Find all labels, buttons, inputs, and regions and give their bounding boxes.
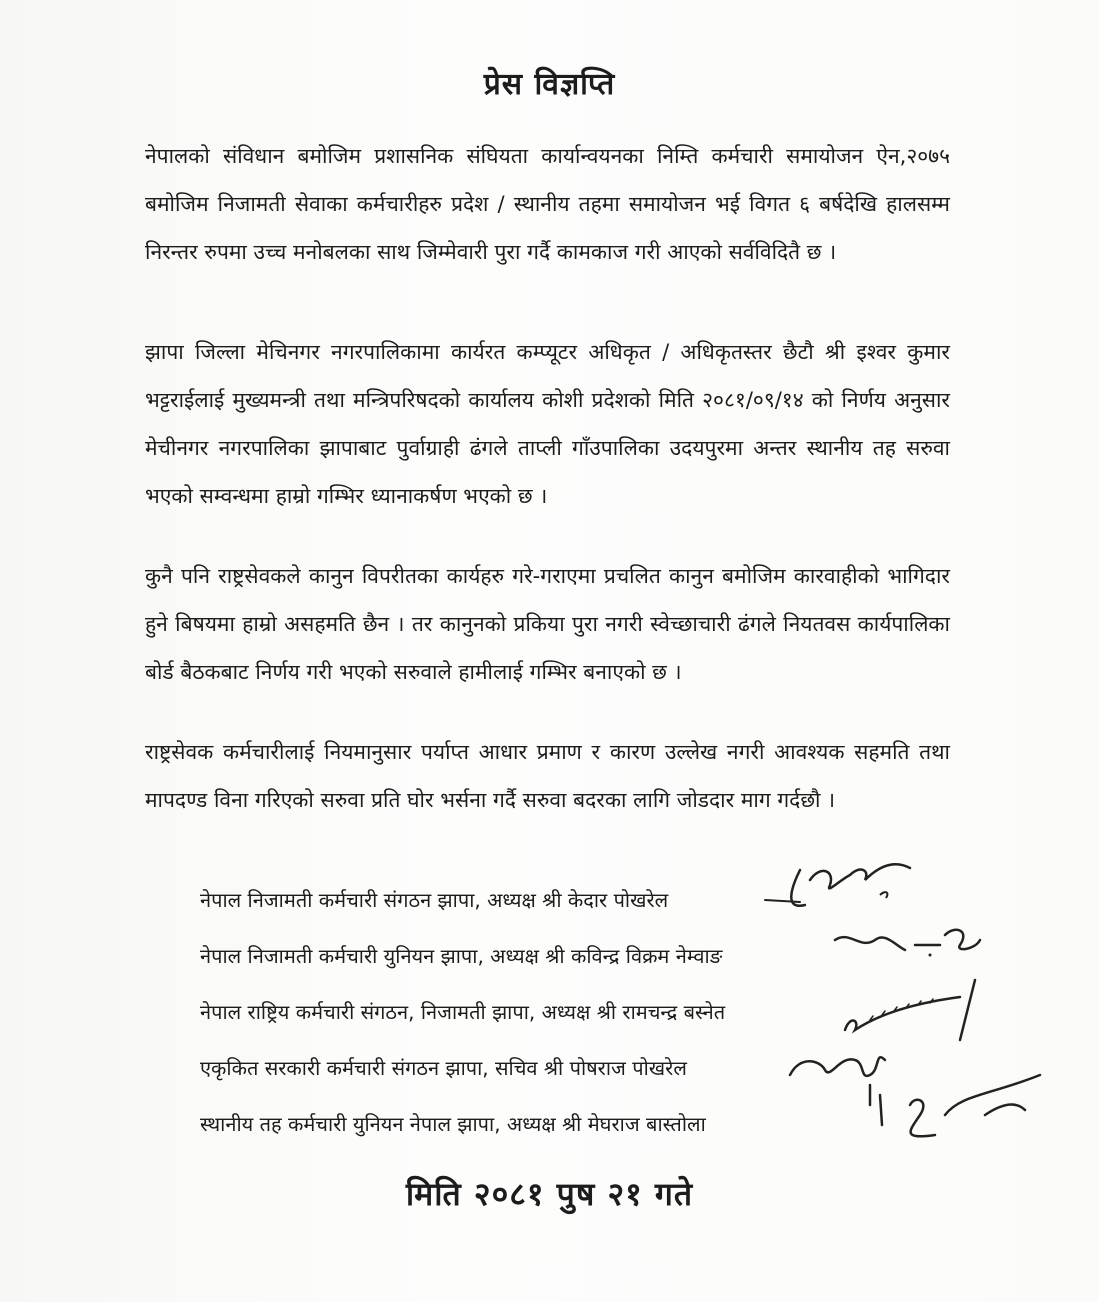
signatory-line: नेपाल निजामती कर्मचारी संगठन झापा, अध्यक्ष श्री केदार पोखरेल xyxy=(200,888,669,912)
signatory-line: नेपाल निजामती कर्मचारी युनियन झापा, अध्यक्ष श्री कविन्द्र विक्रम नेम्वाङ xyxy=(200,944,723,968)
paragraph-3: कुनै पनि राष्ट्रसेवकले कानुन विपरीतका कार्यहरु गरे-गराएमा प्रचलित कानुन बमोजिम कारवाहीको भागिदार हुने बिषयमा हाम्रो असहमति छैन । तर कानुनको प्रकिया पुरा नगरी स्वेच्छाचारी ढंगले नियतवस कार्यपालिका बोर्ड बैठकबाट निर्णय गरी भएको सरुवाले हामीलाई गम्भिर बनाएको छ । xyxy=(145,564,950,684)
signature-2 xyxy=(830,920,990,970)
document-title: प्रेस विज्ञप्ति xyxy=(483,67,616,102)
signatory-list xyxy=(200,872,840,1152)
paragraph-2: झापा जिल्ला मेचिनगर नगरपालिकामा कार्यरत कम्प्यूटर अधिकृत / अधिकृतस्तर छैटौ श्री इश्वर कुमार भट्टराईलाई मुख्यमन्त्री तथा मन्त्रिपरिषदको कार्यालय कोशी प्रदेशको मिति २०८१/०९/१४ को निर्णय अनुसार मेचीनगर नगरपालिका झापाबाट पुर्वाग्राही ढंगले ताप्ली गाँउपालिका उदयपुरमा अन्तर स्थानीय तह सरुवा भएको सम्वन्धमा हाम्रो गम्भिर ध्यानाकर्षण भएको छ । xyxy=(145,340,950,508)
signature-4 xyxy=(770,1035,1070,1155)
signatory-line: स्थानीय तह कर्मचारी युनियन नेपाल झापा, अध्यक्ष श्री मेघराज बास्तोला xyxy=(200,1112,706,1136)
signatory-line: एकृकित सरकारी कर्मचारी संगठन झापा, सचिव श्री पोषराज पोखरेल xyxy=(200,1056,687,1080)
document-date: मिति २०८१ पुष २१ गते xyxy=(405,1175,694,1213)
signatory-line: नेपाल राष्ट्रिय कर्मचारी संगठन, निजामती झापा, अध्यक्ष श्री रामचन्द्र बस्नेत xyxy=(200,1000,726,1024)
paragraph-4: राष्ट्रसेवक कर्मचारीलाई नियमानुसार पर्याप्त आधार प्रमाण र कारण उल्लेख नगरी आवश्यक सहमति तथा मापदण्ड विना गरिएको सरुवा प्रति घोर भर्सना गर्दै सरुवा बदरका लागि जोडदार माग गर्दछौ । xyxy=(145,740,950,812)
paragraph-1: नेपालको संविधान बमोजिम प्रशासनिक संघियता कार्यान्वयनका निम्ति कर्मचारी समायोजन ऐन,२०७५ बमोजिम निजामती सेवाका कर्मचारीहरु प्रदेश / स्थानीय तहमा समायोजन भई विगत ६ बर्षदेखि हालसम्म निरन्तर रुपमा उच्च मनोबलका साथ जिम्मेवारी पुरा गर्दै कामकाज गरी आएको सर्वविदितै छ । xyxy=(145,144,950,264)
signature-1 xyxy=(760,850,940,920)
